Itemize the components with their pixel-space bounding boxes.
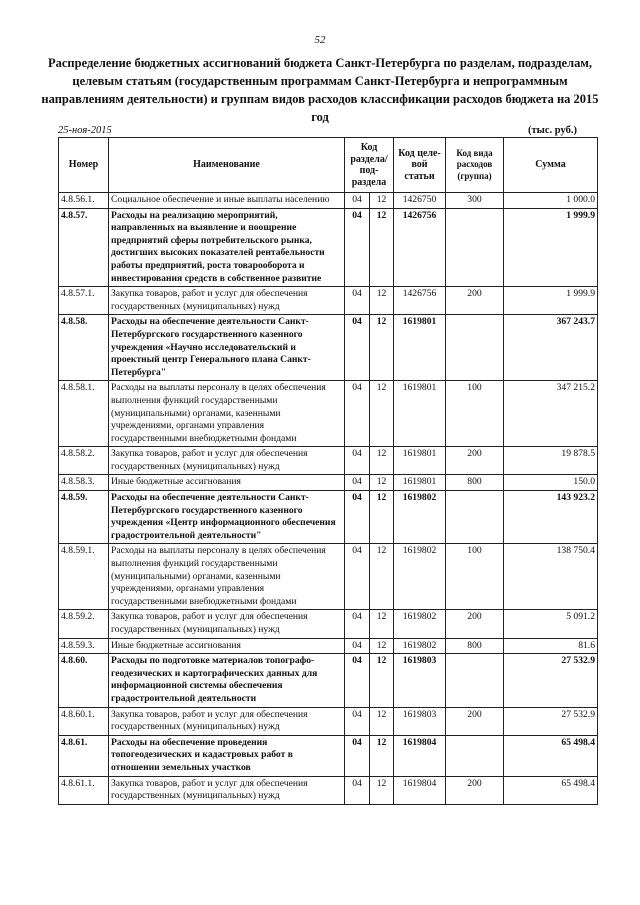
row-name: Закупка товаров, работ и услуг для обеспечения государственных (муниципальных) нужд xyxy=(109,776,345,804)
row-group: 200 xyxy=(446,610,504,638)
table-row xyxy=(59,776,598,804)
row-article: 1426756 xyxy=(394,287,446,315)
row-sum: 150.0 xyxy=(504,475,598,491)
table-row xyxy=(59,447,598,475)
row-group: 100 xyxy=(446,381,504,447)
row-article: 1619802 xyxy=(394,544,446,610)
row-number: 4.8.61. xyxy=(59,735,109,776)
row-sum: 27 532.9 xyxy=(504,654,598,707)
header-section: Код раздела/ под- раздела xyxy=(345,138,394,193)
row-number: 4.8.59.1. xyxy=(59,544,109,610)
table-row xyxy=(59,208,598,287)
row-article: 1619804 xyxy=(394,776,446,804)
row-subsection: 12 xyxy=(370,381,394,447)
row-subsection: 12 xyxy=(370,735,394,776)
table-row xyxy=(59,315,598,381)
row-section: 04 xyxy=(345,447,370,475)
row-article: 1619804 xyxy=(394,735,446,776)
row-name: Расходы на обеспечение деятельности Санкт-Петербургского государственного казенного учреждения «Центр информационного обеспечения градостроительной деятельности" xyxy=(109,491,345,544)
row-number: 4.8.58.1. xyxy=(59,381,109,447)
row-sum: 81.6 xyxy=(504,638,598,654)
row-group: 800 xyxy=(446,638,504,654)
row-subsection: 12 xyxy=(370,638,394,654)
row-name: Иные бюджетные ассигнования xyxy=(109,638,345,654)
row-number: 4.8.61.1. xyxy=(59,776,109,804)
row-group: 300 xyxy=(446,193,504,209)
row-sum: 138 750.4 xyxy=(504,544,598,610)
row-section: 04 xyxy=(345,381,370,447)
row-article: 1619801 xyxy=(394,475,446,491)
row-sum: 143 923.2 xyxy=(504,491,598,544)
row-group xyxy=(446,208,504,287)
row-subsection: 12 xyxy=(370,208,394,287)
row-name: Расходы на обеспечение проведения топогеодезических и кадастровых работ в отношении земельных участков xyxy=(109,735,345,776)
page-number: 52 xyxy=(314,34,326,46)
row-sum: 65 498.4 xyxy=(504,735,598,776)
row-name: Закупка товаров, работ и услуг для обеспечения государственных (муниципальных) нужд xyxy=(109,610,345,638)
row-number: 4.8.57.1. xyxy=(59,287,109,315)
row-number: 4.8.59. xyxy=(59,491,109,544)
row-sum: 367 243.7 xyxy=(504,315,598,381)
header-article: Код целе- вой статьи xyxy=(394,138,446,193)
row-article: 1619801 xyxy=(394,447,446,475)
row-name: Расходы на обеспечение деятельности Санкт-Петербургского государственного казенного учреждения «Научно исследовательский и проектный центр Генерального плана Санкт-Петербурга" xyxy=(109,315,345,381)
row-section: 04 xyxy=(345,491,370,544)
row-sum: 27 532.9 xyxy=(504,707,598,735)
row-sum: 5 091.2 xyxy=(504,610,598,638)
table-row xyxy=(59,638,598,654)
row-section: 04 xyxy=(345,654,370,707)
row-number: 4.8.60.1. xyxy=(59,707,109,735)
row-group: 100 xyxy=(446,544,504,610)
table-row xyxy=(59,287,598,315)
row-name: Расходы на реализацию мероприятий, направленных на выявление и поощрение предприятий сферы потребительского рынка, достигших высоких показателей рентабельности работы предприятий, роста товарооборота и инвестирования средств в собственное развитие xyxy=(109,208,345,287)
row-article: 1619802 xyxy=(394,491,446,544)
row-name: Иные бюджетные ассигнования xyxy=(109,475,345,491)
row-section: 04 xyxy=(345,315,370,381)
row-group: 200 xyxy=(446,707,504,735)
row-subsection: 12 xyxy=(370,287,394,315)
row-section: 04 xyxy=(345,208,370,287)
row-subsection: 12 xyxy=(370,776,394,804)
budget-table xyxy=(58,137,598,805)
row-sum: 347 215.2 xyxy=(504,381,598,447)
row-number: 4.8.57. xyxy=(59,208,109,287)
row-number: 4.8.60. xyxy=(59,654,109,707)
table-row xyxy=(59,544,598,610)
row-section: 04 xyxy=(345,610,370,638)
row-article: 1619801 xyxy=(394,381,446,447)
row-subsection: 12 xyxy=(370,315,394,381)
row-sum: 1 999.9 xyxy=(504,287,598,315)
row-group: 200 xyxy=(446,776,504,804)
row-section: 04 xyxy=(345,475,370,491)
header-name: Наименование xyxy=(109,138,345,193)
row-name: Расходы по подготовке материалов топографо-геодезических и картографических данных для информационной системы обеспечения градостроительной деятельности xyxy=(109,654,345,707)
row-name: Расходы на выплаты персоналу в целях обеспечения выполнения функций государственными (муниципальными) органами, казенными учреждениями, органами управления государственными внебюджетными фондами xyxy=(109,381,345,447)
document-date: 25-ноя-2015 xyxy=(58,125,112,136)
row-group xyxy=(446,491,504,544)
row-article: 1426756 xyxy=(394,208,446,287)
row-section: 04 xyxy=(345,544,370,610)
row-subsection: 12 xyxy=(370,193,394,209)
row-section: 04 xyxy=(345,287,370,315)
row-article: 1619803 xyxy=(394,707,446,735)
row-section: 04 xyxy=(345,735,370,776)
units-label: (тыс. руб.) xyxy=(528,125,577,136)
row-group: 200 xyxy=(446,447,504,475)
header-number: Номер xyxy=(59,138,109,193)
row-name: Закупка товаров, работ и услуг для обеспечения государственных (муниципальных) нужд xyxy=(109,707,345,735)
row-sum: 65 498.4 xyxy=(504,776,598,804)
row-group: 800 xyxy=(446,475,504,491)
table-row xyxy=(59,475,598,491)
row-sum: 19 878.5 xyxy=(504,447,598,475)
table-row xyxy=(59,381,598,447)
row-number: 4.8.58.2. xyxy=(59,447,109,475)
row-section: 04 xyxy=(345,707,370,735)
table-row xyxy=(59,735,598,776)
row-group xyxy=(446,654,504,707)
row-name: Закупка товаров, работ и услуг для обеспечения государственных (муниципальных) нужд xyxy=(109,447,345,475)
row-section: 04 xyxy=(345,638,370,654)
row-number: 4.8.58.3. xyxy=(59,475,109,491)
row-subsection: 12 xyxy=(370,654,394,707)
header-group: Код вида расходов (группа) xyxy=(446,138,504,193)
row-number: 4.8.59.2. xyxy=(59,610,109,638)
row-group xyxy=(446,735,504,776)
row-group: 200 xyxy=(446,287,504,315)
document-title: Распределение бюджетных ассигнований бюджета Санкт-Петербурга по разделам, подразделам, целевым статьям (государственным программам Санкт-Петербурга и непрограммным направлениям деятельности) и группам видов расходов классификации расходов бюджета на 2015 год xyxy=(41,56,599,124)
row-subsection: 12 xyxy=(370,707,394,735)
row-article: 1426750 xyxy=(394,193,446,209)
table-row xyxy=(59,193,598,209)
row-subsection: 12 xyxy=(370,475,394,491)
table-body xyxy=(59,193,598,805)
row-article: 1619802 xyxy=(394,638,446,654)
row-section: 04 xyxy=(345,193,370,209)
row-sum: 1 999.9 xyxy=(504,208,598,287)
header-sum: Сумма xyxy=(504,138,598,193)
row-number: 4.8.58. xyxy=(59,315,109,381)
row-article: 1619802 xyxy=(394,610,446,638)
row-subsection: 12 xyxy=(370,610,394,638)
row-number: 4.8.59.3. xyxy=(59,638,109,654)
row-section: 04 xyxy=(345,776,370,804)
table-row xyxy=(59,491,598,544)
row-subsection: 12 xyxy=(370,447,394,475)
row-name: Закупка товаров, работ и услуг для обеспечения государственных (муниципальных) нужд xyxy=(109,287,345,315)
table-row xyxy=(59,610,598,638)
row-article: 1619801 xyxy=(394,315,446,381)
table-row xyxy=(59,654,598,707)
table-row xyxy=(59,707,598,735)
row-name: Расходы на выплаты персоналу в целях обеспечения выполнения функций государственными (муниципальными) органами, казенными учреждениями, органами управления государственными внебюджетными фондами xyxy=(109,544,345,610)
row-number: 4.8.56.1. xyxy=(59,193,109,209)
row-subsection: 12 xyxy=(370,544,394,610)
row-group xyxy=(446,315,504,381)
row-sum: 1 000.0 xyxy=(504,193,598,209)
row-name: Социальное обеспечение и иные выплаты населению xyxy=(109,193,345,209)
row-article: 1619803 xyxy=(394,654,446,707)
row-subsection: 12 xyxy=(370,491,394,544)
